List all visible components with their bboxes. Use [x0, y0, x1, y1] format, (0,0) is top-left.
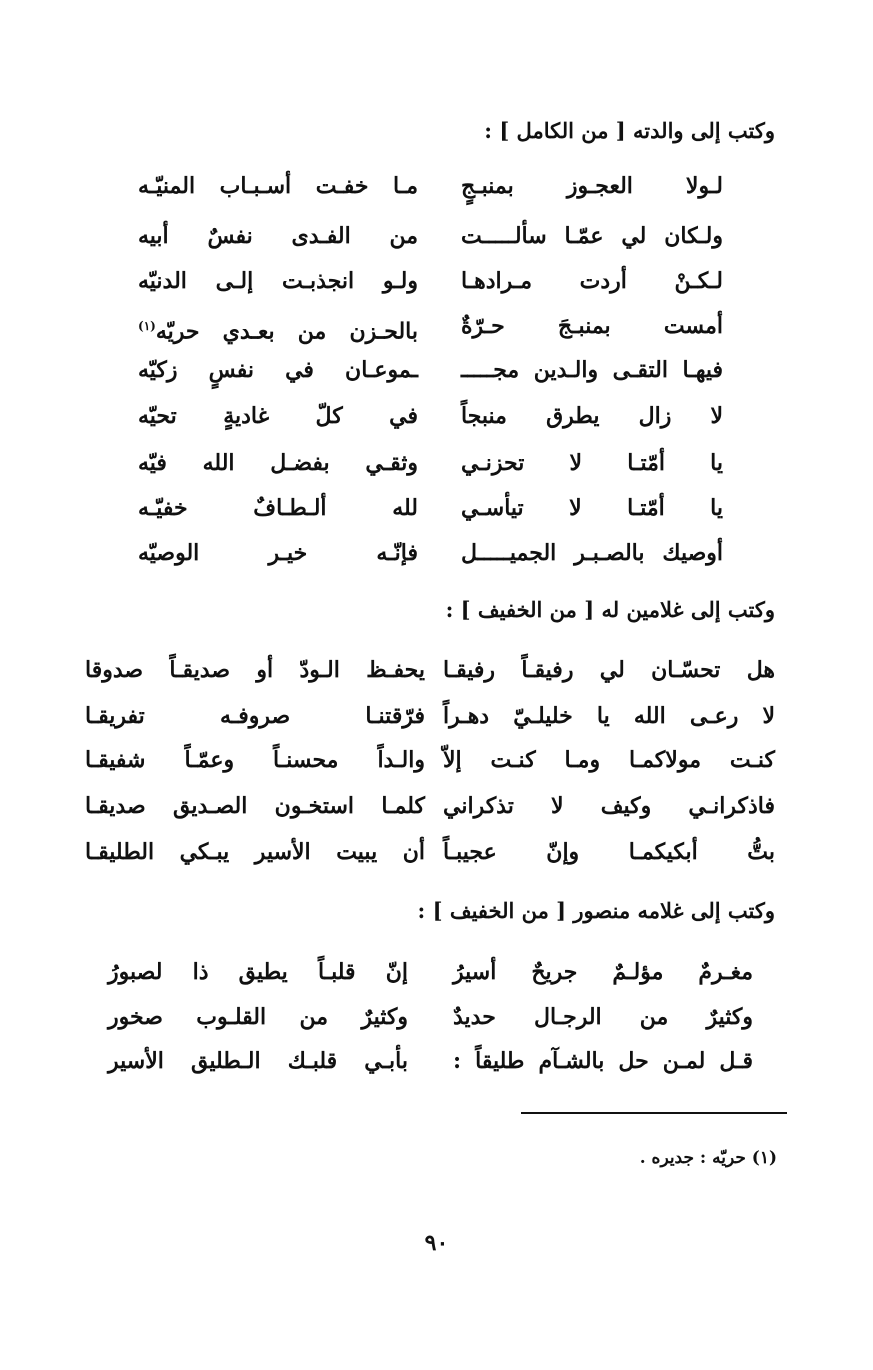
verse-line — [108, 954, 753, 990]
verse-first-hemistich: هل تحسّـان لي رفيقـاً رفيقـا — [443, 657, 775, 683]
verse-first-hemistich: كنـت مولاكمـا ومـا كنـت إلاّ — [443, 747, 775, 773]
section-heading-1: وكتب إلى والدته [ من الكامل ] : — [484, 118, 775, 143]
verse-line — [108, 999, 753, 1035]
verse-second-hemistich: ـموعـان في نفسٍ زكيّه — [138, 357, 418, 383]
verse-second-hemistich: من الفـدى نفسٌ أبيه — [138, 223, 418, 249]
verse-second-hemistich: إنّ قلبـاً يطيق ذا لصبورُ — [108, 959, 408, 985]
verse-first-hemistich: أمست بمنبـجَ حـرّةٌ — [461, 313, 723, 339]
verse-first-hemistich: يا أمّتـا لا تحزنـي — [461, 450, 723, 476]
verse-first-hemistich: لا زال يطرق منبجاً — [461, 403, 723, 429]
verse-first-hemistich: بتُّ أبكيكمـا وإنّ عجيبـاً — [443, 839, 775, 865]
verse-first-hemistich: يا أمّتـا لا تيأسـي — [461, 495, 723, 521]
verse-line — [138, 218, 723, 254]
verse-second-hemistich: مـا خفـت أسـبـاب المنيّـه — [138, 173, 418, 199]
verse-second-hemistich: والـداً محسنـاً وعمّـاً شفيقـا — [85, 747, 425, 773]
verse-line — [138, 263, 723, 299]
verse-second-hemistich: كلمـا استخـون الصـديق صديقـا — [85, 793, 425, 819]
verse-second-hemistich: يحفـظ الـودّ أو صديقـاً صدوقا — [85, 657, 425, 683]
verse-second-hemistich: فإنّـه خيـر الوصيّه — [138, 540, 418, 566]
page-number: ٩٠ — [424, 1230, 449, 1256]
verse-first-hemistich: قـل لمـن حل بالشـآم طليقاً : — [453, 1048, 753, 1074]
verse-line — [138, 398, 723, 434]
verse-line — [85, 834, 775, 870]
verse-first-hemistich: وكثيرٌ من الرجـال حديدٌ — [453, 1004, 753, 1030]
verse-second-hemistich: بالحـزن من بعـدي حريّه$^{(١)}$ — [138, 318, 418, 345]
verse-line — [138, 168, 723, 204]
verse-line — [85, 742, 775, 778]
verse-first-hemistich: ولـكان لي عمّـا سألـــــت — [461, 223, 723, 249]
verse-line — [138, 490, 723, 526]
verse-second-hemistich: في كلّ غاديةٍ تحيّه — [138, 403, 418, 429]
verse-line — [108, 1043, 753, 1079]
verse-second-hemistich: وثقـي بفضـل الله فيّه — [138, 450, 418, 476]
verse-first-hemistich: لـكـنْ أردت مـرادهـا — [461, 268, 723, 294]
verse-first-hemistich: أوصيك بالصـبـر الجميـــــل — [461, 540, 723, 566]
verse-first-hemistich: لا رعـى الله يا خليلـيّ دهـراً — [443, 703, 775, 729]
verse-line — [138, 535, 723, 571]
verse-second-hemistich: بأبـي قلبـك الـطليق الأسير — [108, 1048, 408, 1074]
section-heading-2: وكتب إلى غلامين له [ من الخفيف ] : — [445, 597, 775, 622]
footnote: (١) حريّه : جديره . — [639, 1148, 777, 1168]
footnote-marker: (١) — [138, 319, 156, 333]
verse-line — [138, 308, 723, 344]
footnote-divider — [521, 1112, 787, 1114]
verse-first-hemistich: لـولا العجـوز بمنبـجٍ — [461, 173, 723, 199]
verse-second-hemistich: فرّقتنـا صروفـه تفريقـا — [85, 703, 425, 729]
verse-line — [138, 445, 723, 481]
section-heading-3: وكتب إلى غلامه منصور [ من الخفيف ] : — [417, 898, 775, 923]
verse-second-hemistich: ولـو انجذبـت إلـى الدنيّه — [138, 268, 418, 294]
verse-line — [138, 352, 723, 388]
verse-second-hemistich: أن يبيت الأسير يبـكي الطليقـا — [85, 839, 425, 865]
verse-second-hemistich: لله ألـطـافٌ خفيّـه — [138, 495, 418, 521]
verse-line — [85, 698, 775, 734]
verse-line — [85, 652, 775, 688]
verse-first-hemistich: فيهـا التقـى والـدين مجـــــ — [461, 357, 723, 383]
verse-first-hemistich: مغـرمٌ مؤلـمٌ جريحٌ أسيرُ — [453, 959, 753, 985]
verse-first-hemistich: فاذكرانـي وكيف لا تذكراني — [443, 793, 775, 819]
verse-line — [85, 788, 775, 824]
verse-second-hemistich: وكثيرٌ من القلـوب صخور — [108, 1004, 408, 1030]
